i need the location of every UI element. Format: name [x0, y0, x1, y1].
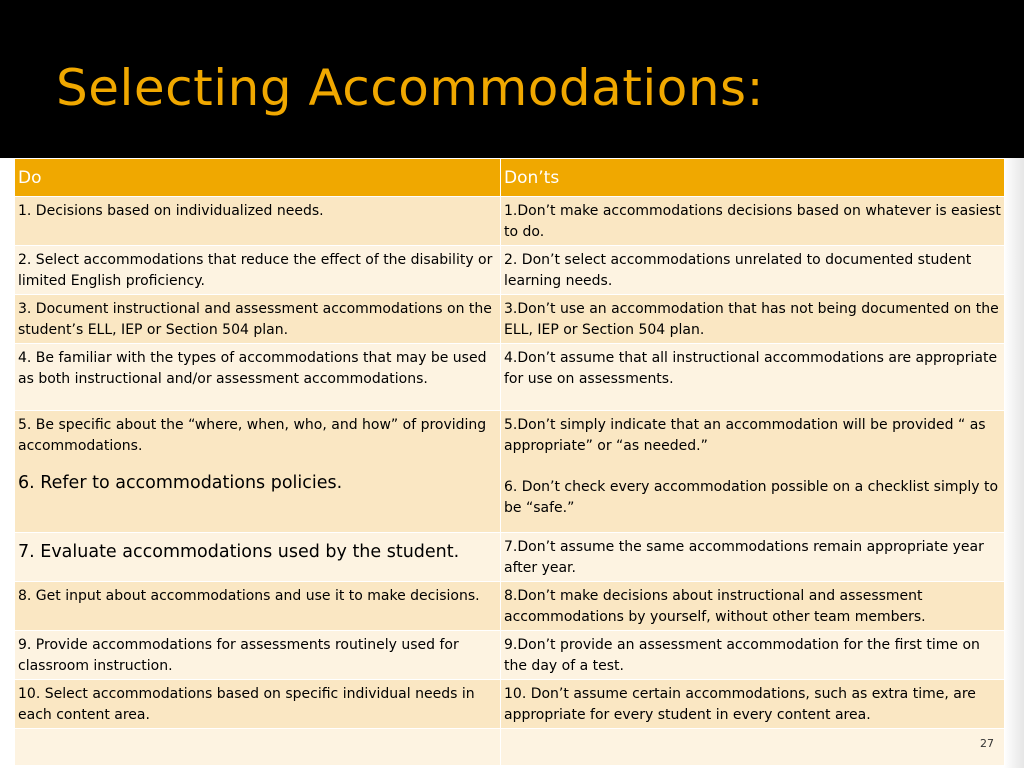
dont-cell [501, 680, 1005, 729]
dont-text: 7.Don’t assume the same accommodations remain appropriate year after year. [504, 539, 984, 576]
do-cell [15, 582, 501, 631]
do-cell [15, 295, 501, 344]
dont-cell [501, 344, 1005, 411]
table-row [15, 729, 1005, 766]
dont-text: 1.Don’t make accommodations decisions based on whatever is easiest to do. [504, 203, 1001, 240]
table-row [15, 680, 1005, 729]
do-cell [15, 631, 501, 680]
slide-title: Selecting Accommodations: [56, 59, 764, 117]
do-cell [15, 344, 501, 411]
right-edge-shadow [1004, 158, 1024, 768]
do-text: 1. Decisions based on individualized needs. [18, 203, 324, 219]
do-text: 9. Provide accommodations for assessments routinely used for classroom instruction. [18, 637, 459, 674]
accommodations-table [14, 158, 1005, 766]
do-text: 4. Be familiar with the types of accommodations that may be used as both instructional and/or assessment accommodations. [18, 350, 487, 387]
slide-number: 27 [980, 737, 994, 750]
dont-text-extra: 6. Don’t check every accommodation possible on a checklist simply to be “safe.” [504, 479, 999, 516]
table-header-row [15, 159, 1005, 197]
column-header-do: Do [15, 159, 501, 197]
do-text: 10. Select accommodations based on specific individual needs in each content area. [18, 686, 475, 723]
dont-cell [501, 197, 1005, 246]
do-cell [15, 729, 501, 766]
do-cell [15, 680, 501, 729]
table-row [15, 533, 1005, 582]
dont-cell [501, 631, 1005, 680]
do-text-extra: 6. Refer to accommodations policies. [18, 473, 343, 493]
dont-cell [501, 295, 1005, 344]
do-cell [15, 411, 501, 533]
table-row [15, 344, 1005, 411]
table-row [15, 582, 1005, 631]
do-cell [15, 533, 501, 582]
dont-text: 2. Don’t select accommodations unrelated to documented student learning needs. [504, 252, 972, 289]
table-row [15, 631, 1005, 680]
dont-cell [501, 533, 1005, 582]
do-text: 5. Be specific about the “where, when, who, and how” of providing accommodations. [18, 417, 487, 454]
dont-cell [501, 582, 1005, 631]
do-text: 3. Document instructional and assessment accommodations on the student’s ELL, IEP or Section 504 plan. [18, 301, 492, 338]
dont-text: 5.Don’t simply indicate that an accommodation will be provided “ as appropriate” or “as needed.” [504, 417, 986, 454]
title-bar [0, 0, 1024, 158]
dont-cell [501, 246, 1005, 295]
column-header-donts: Don’ts [501, 159, 1005, 197]
dont-text: 3.Don’t use an accommodation that has not being documented on the ELL, IEP or Section 504 plan. [504, 301, 999, 338]
table-row [15, 411, 1005, 533]
table-row [15, 197, 1005, 246]
do-text: 8. Get input about accommodations and use it to make decisions. [18, 588, 480, 604]
do-cell [15, 246, 501, 295]
do-cell [15, 197, 501, 246]
dont-text: 9.Don’t provide an assessment accommodation for the first time on the day of a test. [504, 637, 980, 674]
dont-cell [501, 729, 1005, 766]
dont-text: 4.Don’t assume that all instructional accommodations are appropriate for use on assessments. [504, 350, 998, 387]
table-row [15, 246, 1005, 295]
table-row [15, 295, 1005, 344]
dont-cell [501, 411, 1005, 533]
do-text: 7. Evaluate accommodations used by the student. [18, 542, 460, 562]
do-text: 2. Select accommodations that reduce the effect of the disability or limited English proficiency. [18, 252, 493, 289]
dont-text: 10. Don’t assume certain accommodations, such as extra time, are appropriate for every student in every content area. [504, 686, 976, 723]
dont-text: 8.Don’t make decisions about instructional and assessment accommodations by yourself, without other team members. [504, 588, 926, 625]
